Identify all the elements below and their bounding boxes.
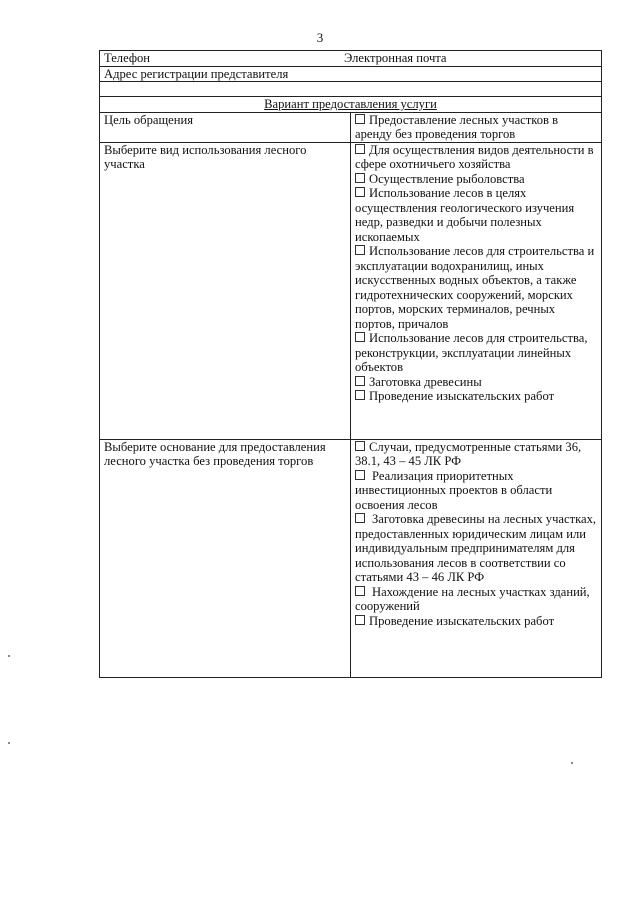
forest-use-option[interactable]	[355, 143, 597, 172]
basis-label: Выберите основание для предоставления лесного участка без проведения торгов	[100, 439, 351, 677]
basis-option-label: Проведение изыскательских работ	[369, 613, 555, 628]
basis-option-label: Реализация приоритетных инвестиционных проектов в области освоения лесов	[355, 468, 553, 512]
scan-speck	[8, 655, 10, 657]
basis-option-label: Случаи, предусмотренные статьями 36, 38.1, 43 – 45 ЛК РФ	[355, 439, 582, 468]
basis-option[interactable]	[355, 585, 597, 614]
purpose-option-label: Предоставление лесных участков в аренду без проведения торгов	[355, 112, 559, 141]
checkbox-icon[interactable]	[355, 513, 365, 523]
email-label: Электронная почта	[344, 51, 447, 65]
basis-option[interactable]	[355, 512, 597, 585]
checkbox-icon[interactable]	[355, 615, 365, 625]
section-title-row	[100, 97, 602, 113]
checkbox-icon[interactable]	[355, 187, 365, 197]
representative-address-label: Адрес регистрации представителя	[100, 66, 602, 82]
purpose-label: Цель обращения	[100, 112, 351, 142]
forest-use-option-label: Проведение изыскательских работ	[369, 389, 555, 403]
forest-use-option[interactable]	[355, 244, 597, 331]
basis-option[interactable]	[355, 614, 597, 629]
forest-use-option-label: Заготовка древесины	[369, 374, 482, 389]
purpose-option-cell	[351, 112, 602, 142]
application-form-table	[99, 50, 602, 678]
checkbox-icon[interactable]	[355, 144, 365, 154]
page-number: 3	[316, 30, 324, 45]
basis-option[interactable]	[355, 469, 597, 513]
basis-option-label: Заготовка древесины на лесных участках, предоставленных юридическим лицам или индивидуальным предпринимателям для использования лесов в соответствии со статьями 43 – 46 ЛК РФ	[355, 512, 597, 584]
basis-option-label: Нахождение на лесных участках зданий, сооружений	[355, 584, 590, 613]
purpose-row	[100, 112, 602, 142]
forest-use-option-label: Для осуществления видов деятельности в сфере охотничьего хозяйства	[355, 142, 594, 171]
forest-use-option[interactable]	[355, 331, 597, 375]
basis-row	[100, 439, 602, 677]
checkbox-icon[interactable]	[355, 441, 365, 451]
blank-cell	[100, 82, 602, 97]
checkbox-icon[interactable]	[355, 586, 365, 596]
checkbox-icon[interactable]	[355, 470, 365, 480]
section-title: Вариант предоставления услуги	[100, 97, 602, 113]
scan-speck	[571, 762, 573, 764]
blank-row	[100, 82, 602, 97]
forest-use-option-label: Использование лесов для строительства и эксплуатации водохранилищ, иных искусственных водных объектов, а также гидротехнических сооружений, морских портов, морских терминалов, речных портов, причалов	[355, 244, 595, 331]
forest-use-option[interactable]	[355, 375, 597, 390]
contact-row	[100, 51, 602, 67]
forest-use-option[interactable]	[355, 172, 597, 187]
forest-use-option-label: Использование лесов для строительства, реконструкции, эксплуатации линейных объектов	[355, 331, 588, 374]
checkbox-icon[interactable]	[355, 245, 365, 255]
contact-cell	[100, 51, 602, 67]
checkbox-icon[interactable]	[355, 173, 365, 183]
forest-use-row	[100, 142, 602, 439]
forest-use-option-label: Использование лесов в целях осуществления геологического изучения недр, разведки и добычи полезных ископаемых	[355, 186, 575, 244]
checkbox-icon[interactable]	[355, 390, 365, 400]
phone-label: Телефон	[104, 51, 151, 65]
basis-option[interactable]	[355, 440, 597, 469]
forest-use-option-label: Осуществление рыболовства	[369, 171, 525, 186]
representative-address-row	[100, 66, 602, 82]
basis-options	[351, 439, 602, 677]
checkbox-icon[interactable]	[355, 114, 365, 124]
forest-use-option[interactable]	[355, 389, 597, 404]
scan-speck	[8, 742, 10, 744]
checkbox-icon[interactable]	[355, 376, 365, 386]
purpose-option[interactable]	[355, 113, 597, 142]
checkbox-icon[interactable]	[355, 332, 365, 342]
forest-use-options	[351, 142, 602, 439]
forest-use-option[interactable]	[355, 186, 597, 244]
forest-use-label: Выберите вид использования лесного участка	[100, 142, 351, 439]
